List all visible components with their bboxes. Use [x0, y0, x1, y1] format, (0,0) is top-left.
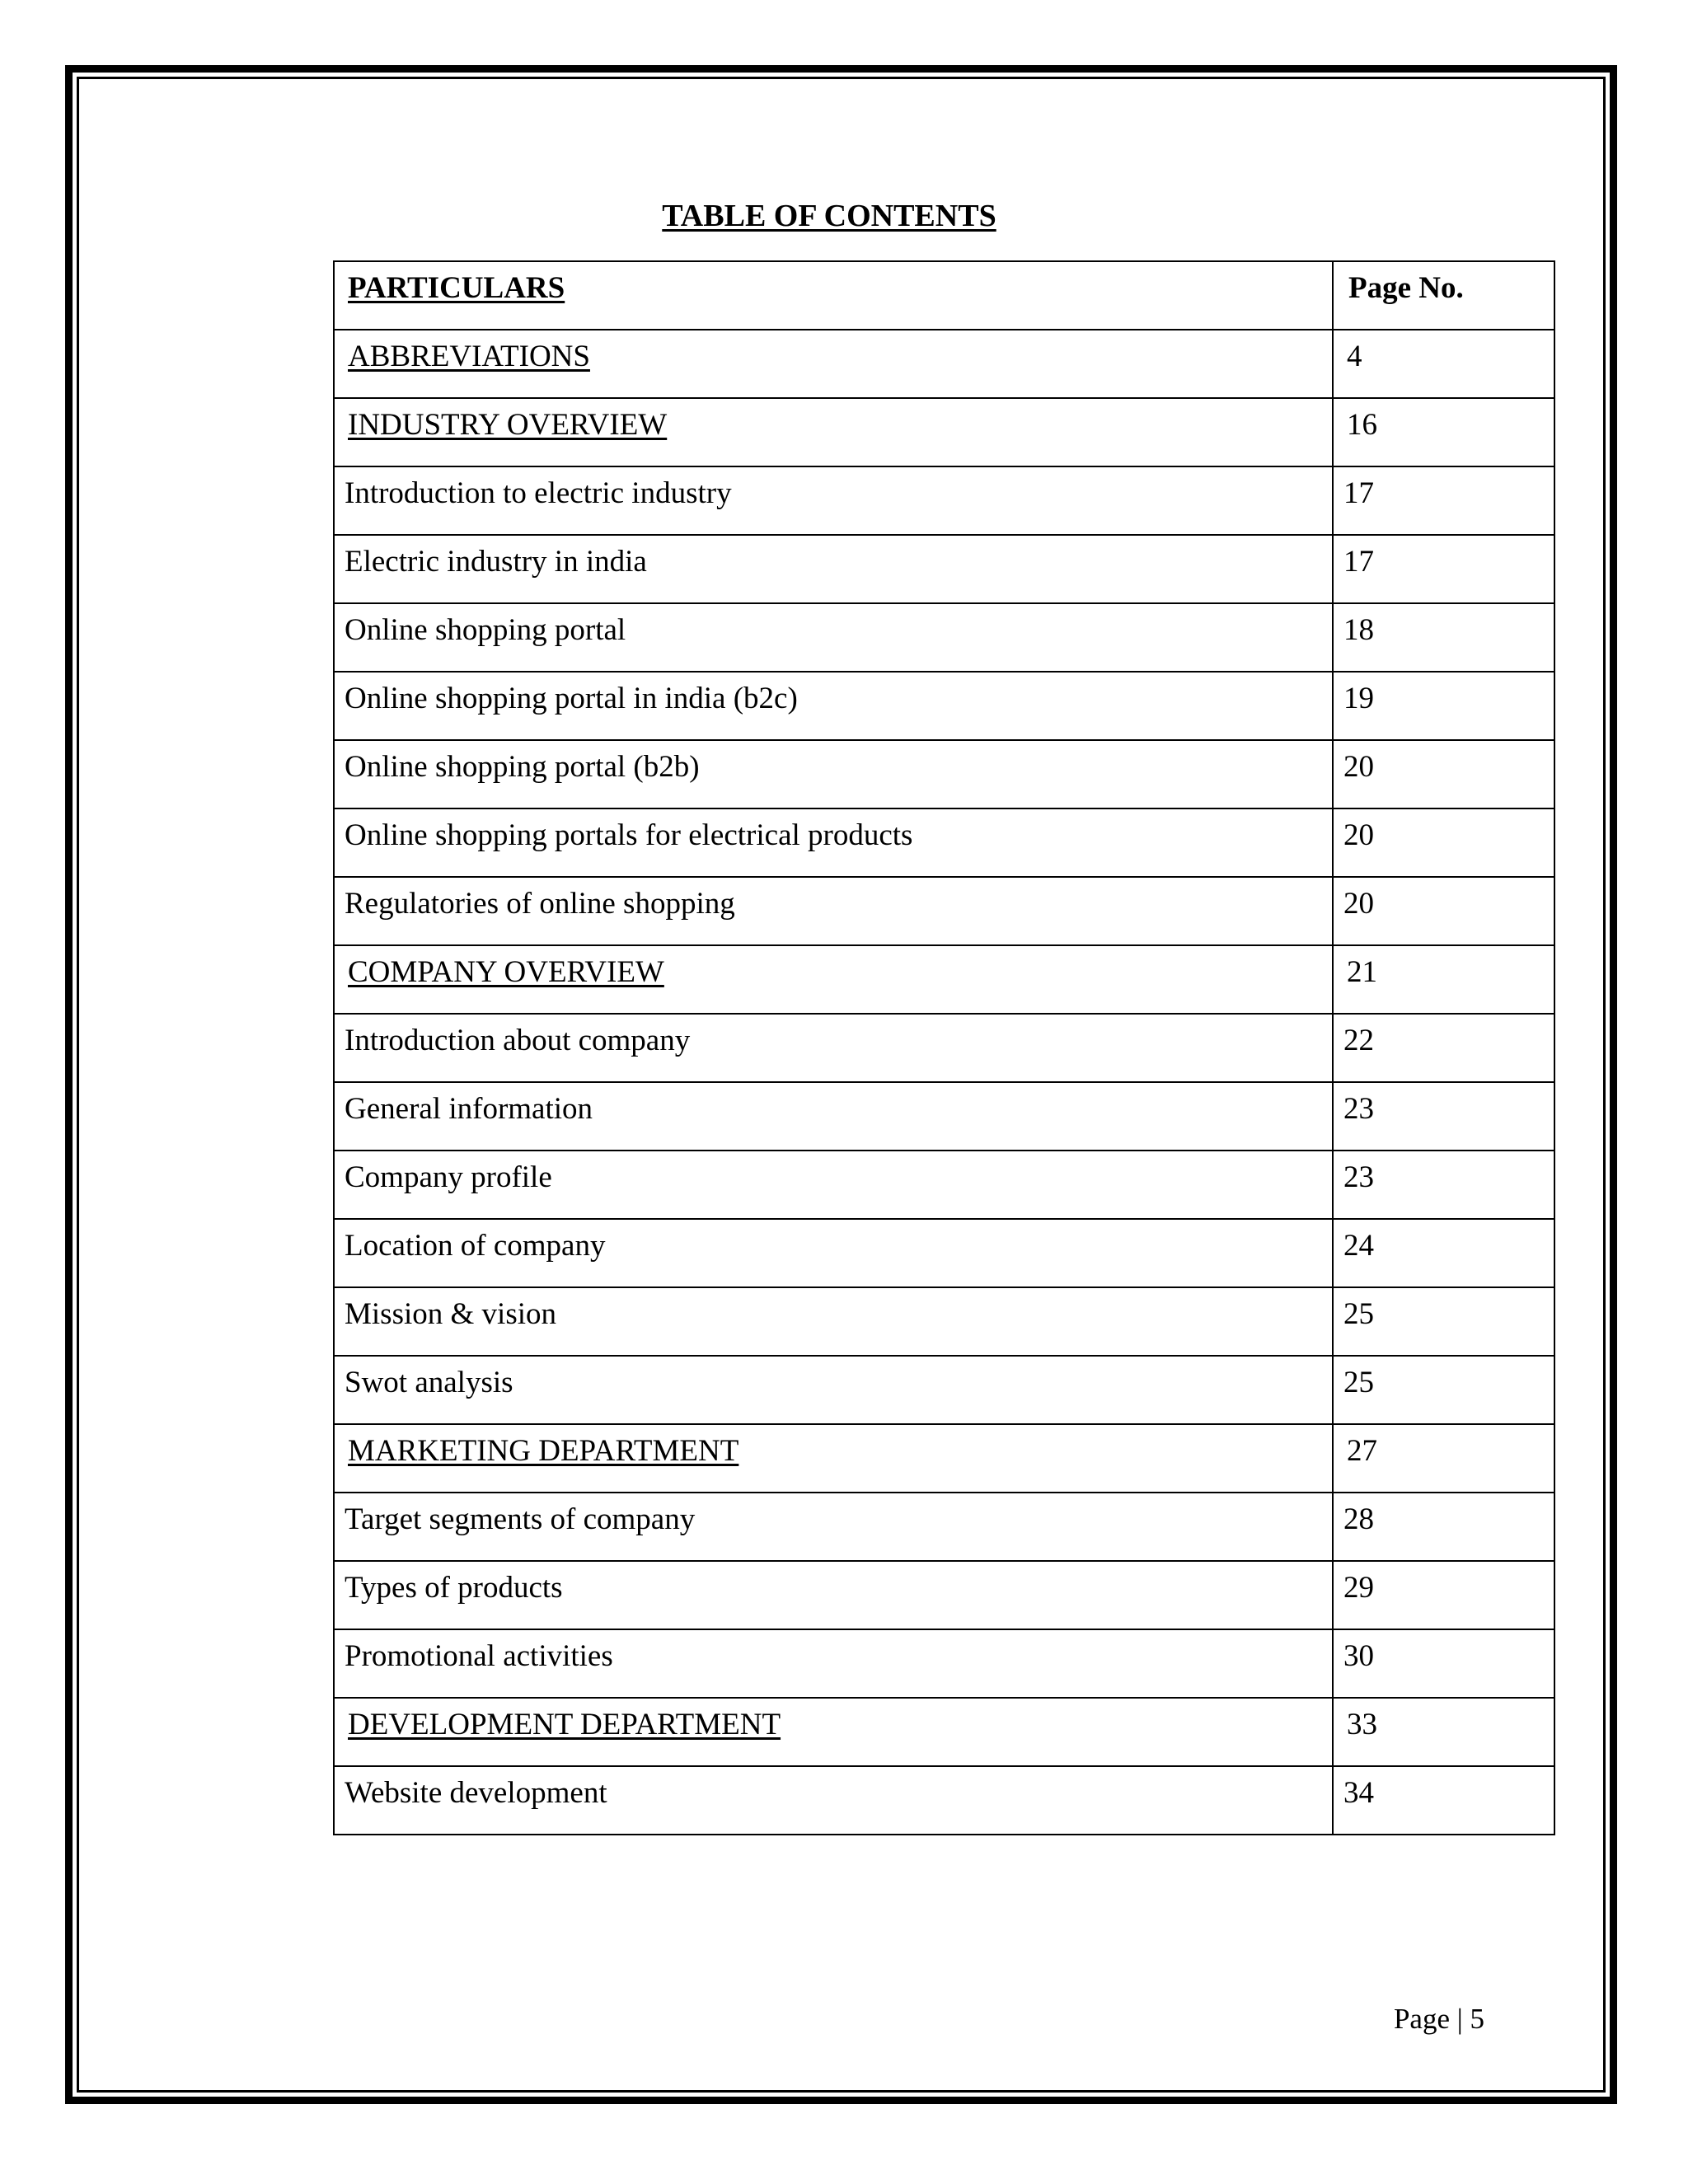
- toc-entry-row: [334, 808, 1554, 877]
- toc-entry-label: Swot analysis: [345, 1366, 513, 1399]
- toc-entry-row: [334, 603, 1554, 672]
- toc-page-cell: [1333, 740, 1554, 808]
- toc-section-row: [334, 1698, 1554, 1766]
- toc-entry-label: Location of company: [345, 1229, 606, 1263]
- toc-page-cell: [1333, 1082, 1554, 1151]
- page-title: TABLE OF CONTENTS: [662, 199, 996, 233]
- toc-header-row: [334, 261, 1554, 330]
- toc-page-number: 25: [1343, 1366, 1374, 1399]
- toc-page-number: 21: [1347, 955, 1377, 989]
- toc-label-cell: [334, 603, 1333, 672]
- toc-page-number: 20: [1343, 887, 1374, 921]
- toc-header-cell-particulars: [334, 261, 1333, 330]
- toc-page-cell: [1333, 1151, 1554, 1219]
- toc-page-number: 16: [1347, 408, 1377, 442]
- toc-label-cell: [334, 945, 1333, 1014]
- toc-page-cell: [1333, 398, 1554, 466]
- toc-label-cell: [334, 1151, 1333, 1219]
- toc-page-cell: [1333, 330, 1554, 398]
- toc-label-cell: [334, 740, 1333, 808]
- toc-label-cell: [334, 1561, 1333, 1629]
- toc-entry-row: [334, 1151, 1554, 1219]
- toc-entry-label: Mission & vision: [345, 1297, 556, 1331]
- toc-header-cell-page: [1333, 261, 1554, 330]
- particulars-header: PARTICULARS: [348, 271, 565, 305]
- toc-section-row: [334, 1424, 1554, 1493]
- toc-page-number: 17: [1343, 476, 1374, 510]
- toc-label-cell: [334, 1014, 1333, 1082]
- toc-page-cell: [1333, 877, 1554, 945]
- toc-page-number: 23: [1343, 1160, 1374, 1194]
- toc-entry-row: [334, 1082, 1554, 1151]
- toc-label-cell: [334, 1698, 1333, 1766]
- toc-page-cell: [1333, 535, 1554, 603]
- toc-page-cell: [1333, 945, 1554, 1014]
- toc-page-number: 4: [1347, 340, 1362, 373]
- toc-label-cell: [334, 1629, 1333, 1698]
- toc-entry-row: [334, 1356, 1554, 1424]
- toc-page-number: 34: [1343, 1776, 1374, 1810]
- toc-label-cell: [334, 1424, 1333, 1493]
- toc-label-cell: [334, 672, 1333, 740]
- toc-page-cell: [1333, 672, 1554, 740]
- toc-section-row: [334, 398, 1554, 466]
- toc-section-row: [334, 945, 1554, 1014]
- toc-page-number: 23: [1343, 1092, 1374, 1126]
- toc-entry-label: Types of products: [345, 1571, 563, 1605]
- toc-page-cell: [1333, 808, 1554, 877]
- toc-section-row: [334, 330, 1554, 398]
- toc-entry-row: [334, 1287, 1554, 1356]
- toc-entry-label: Online shopping portal: [345, 613, 626, 647]
- toc-entry-label: Company profile: [345, 1160, 552, 1194]
- toc-page-number: 33: [1347, 1708, 1377, 1741]
- toc-page-number: 17: [1343, 545, 1374, 579]
- toc-page-number: 20: [1343, 750, 1374, 784]
- toc-entry-row: [334, 1629, 1554, 1698]
- toc-label-cell: [334, 808, 1333, 877]
- toc-page-number: 29: [1343, 1571, 1374, 1605]
- toc-label-cell: [334, 1356, 1333, 1424]
- toc-page-number: 24: [1343, 1229, 1374, 1263]
- toc-label-cell: [334, 535, 1333, 603]
- toc-label-cell: [334, 466, 1333, 535]
- toc-entry-row: [334, 535, 1554, 603]
- page-no-header: Page No.: [1348, 271, 1464, 305]
- toc-page-cell: [1333, 603, 1554, 672]
- toc-entry-row: [334, 1014, 1554, 1082]
- toc-section-label: INDUSTRY OVERVIEW: [348, 408, 668, 442]
- toc-label-cell: [334, 1219, 1333, 1287]
- toc-entry-label: Online shopping portals for electrical products: [345, 818, 913, 852]
- toc-entry-row: [334, 1766, 1554, 1835]
- toc-entry-label: Introduction to electric industry: [345, 476, 732, 510]
- toc-entry-row: [334, 1561, 1554, 1629]
- toc-label-cell: [334, 1766, 1333, 1835]
- toc-page-number: 28: [1343, 1502, 1374, 1536]
- toc-entry-row: [334, 672, 1554, 740]
- toc-page-number: 20: [1343, 818, 1374, 852]
- toc-section-label: MARKETING DEPARTMENT: [348, 1434, 739, 1468]
- page-number-footer: Page | 5: [1393, 2003, 1484, 2035]
- toc-page-cell: [1333, 466, 1554, 535]
- toc-page-number: 18: [1343, 613, 1374, 647]
- toc-page-cell: [1333, 1698, 1554, 1766]
- toc-body: [334, 261, 1554, 1835]
- toc-page-cell: [1333, 1766, 1554, 1835]
- toc-page-number: 30: [1343, 1639, 1374, 1673]
- toc-page-cell: [1333, 1287, 1554, 1356]
- toc-label-cell: [334, 1287, 1333, 1356]
- toc-page-number: 27: [1347, 1434, 1377, 1468]
- toc-label-cell: [334, 1493, 1333, 1561]
- toc-section-label: DEVELOPMENT DEPARTMENT: [348, 1708, 781, 1741]
- toc-page-cell: [1333, 1014, 1554, 1082]
- toc-entry-label: Introduction about company: [345, 1024, 691, 1057]
- toc-page-number: 25: [1343, 1297, 1374, 1331]
- toc-page-number: 19: [1343, 682, 1374, 715]
- toc-page-cell: [1333, 1629, 1554, 1698]
- toc-entry-label: General information: [345, 1092, 593, 1126]
- toc-entry-row: [334, 1219, 1554, 1287]
- toc-entry-label: Regulatories of online shopping: [345, 887, 735, 921]
- toc-page-cell: [1333, 1219, 1554, 1287]
- toc-label-cell: [334, 398, 1333, 466]
- toc-entry-label: Online shopping portal (b2b): [345, 750, 700, 784]
- toc-page-cell: [1333, 1561, 1554, 1629]
- toc-label-cell: [334, 330, 1333, 398]
- toc-page-number: 22: [1343, 1024, 1374, 1057]
- toc-table: [333, 260, 1555, 1835]
- toc-entry-row: [334, 740, 1554, 808]
- toc-page-cell: [1333, 1424, 1554, 1493]
- toc-label-cell: [334, 877, 1333, 945]
- toc-entry-label: Electric industry in india: [345, 545, 647, 579]
- toc-entry-row: [334, 466, 1554, 535]
- toc-page-cell: [1333, 1493, 1554, 1561]
- toc-entry-label: Online shopping portal in india (b2c): [345, 682, 798, 715]
- toc-entry-label: Target segments of company: [345, 1502, 696, 1536]
- toc-section-label: ABBREVIATIONS: [348, 340, 590, 373]
- toc-label-cell: [334, 1082, 1333, 1151]
- toc-page-cell: [1333, 1356, 1554, 1424]
- toc-entry-label: Website development: [345, 1776, 607, 1810]
- toc-entry-row: [334, 877, 1554, 945]
- toc-entry-label: Promotional activities: [345, 1639, 613, 1673]
- toc-entry-row: [334, 1493, 1554, 1561]
- toc-section-label: COMPANY OVERVIEW: [348, 955, 664, 989]
